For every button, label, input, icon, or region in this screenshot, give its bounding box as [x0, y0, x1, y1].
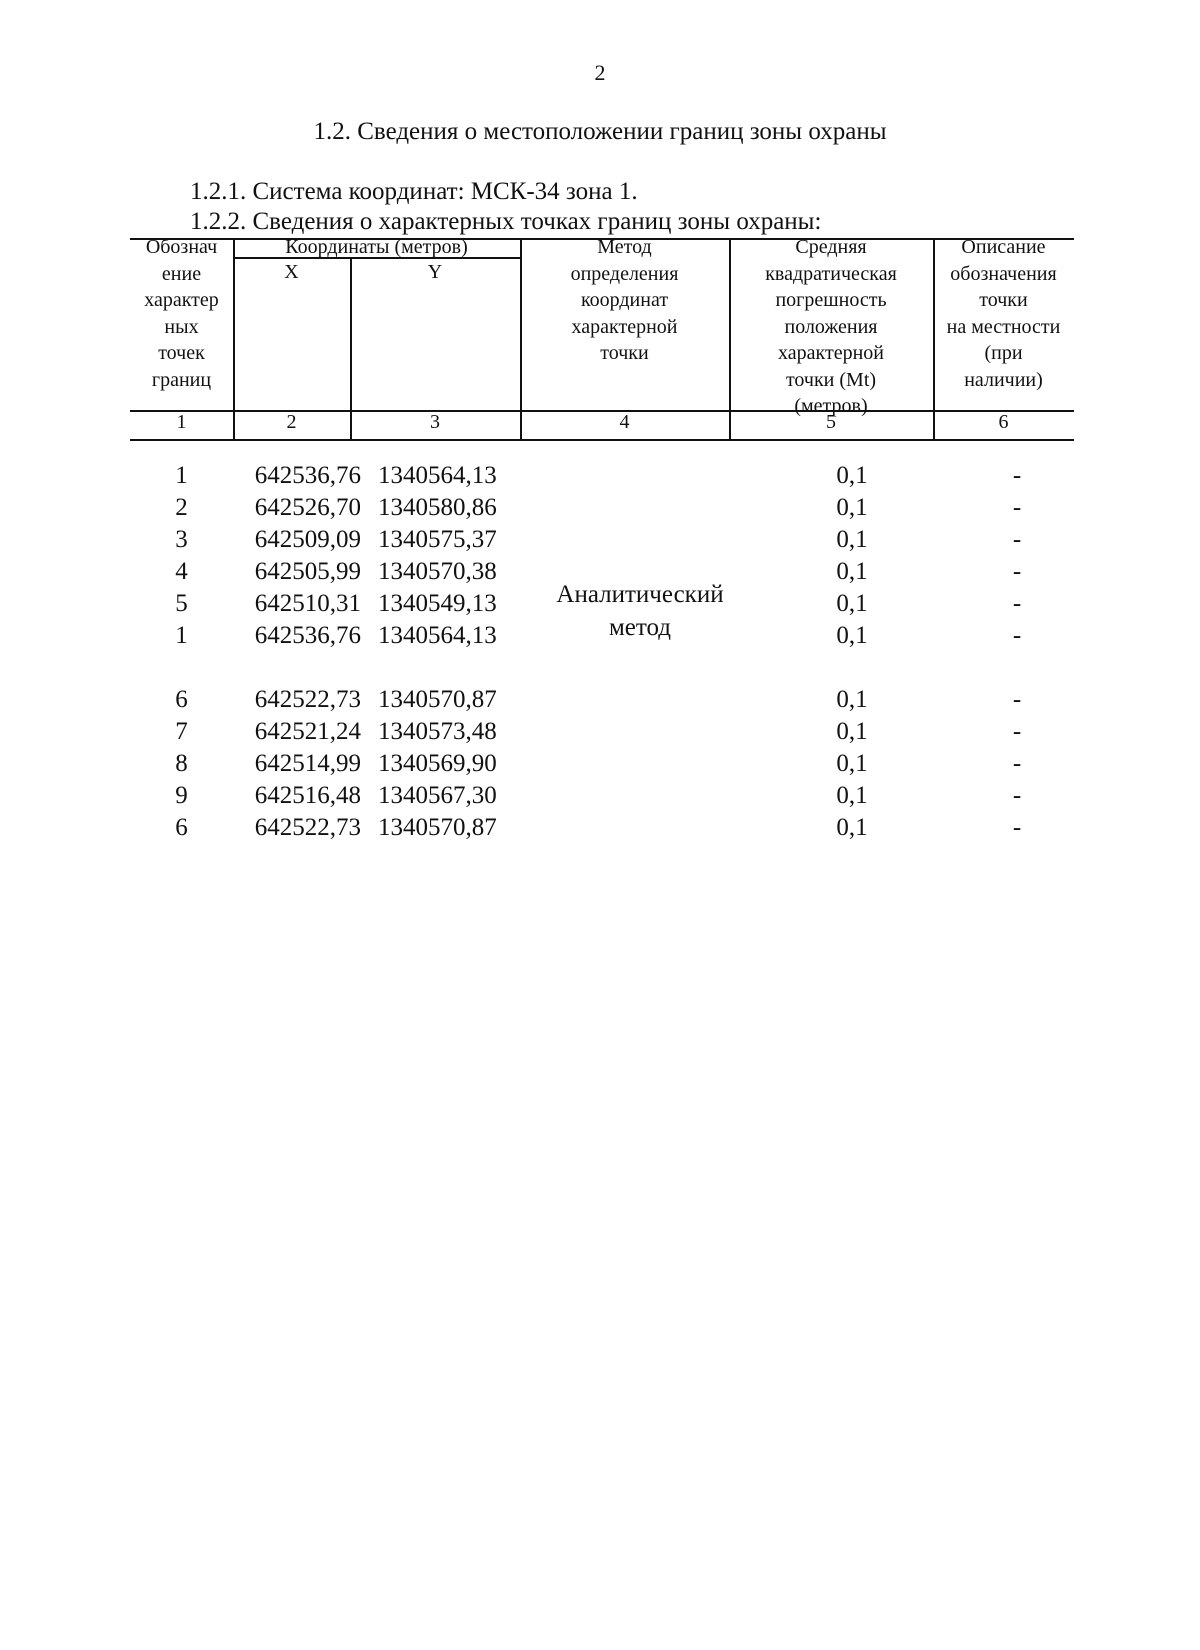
header-error: Средняя квадратическая погрешность положения характерной точки (Mt) (метров)	[765, 236, 897, 417]
col-number-5: 5	[826, 411, 836, 433]
col-number-4: 4	[619, 411, 630, 433]
table-row: 3 642509,09 1340575,37 0,1 -	[175, 526, 1022, 553]
table-header	[130, 238, 1074, 461]
table-row: 2 642526,70 1340580,86 0,1 -	[175, 494, 1022, 521]
table-row: 1 642536,76 1340564,13 0,1 -	[175, 622, 1022, 649]
header-y: Y	[427, 261, 443, 283]
section-heading: 1.2. Сведения о местоположении границ зоны охраны	[313, 118, 887, 145]
table-row: 9 642516,48 1340567,30 0,1 -	[175, 782, 1022, 809]
method-cell: Аналитический метод	[556, 581, 724, 641]
header-method: Метод определения координат характерной точки	[570, 236, 679, 364]
header-coordinates: Координаты (метров)	[285, 236, 468, 258]
points-info-line: 1.2.2. Сведения о характерных точках границ зоны охраны:	[190, 208, 822, 235]
col-number-2: 2	[286, 411, 297, 433]
page-number: 2	[594, 60, 606, 85]
header-x: X	[284, 261, 299, 283]
header-description: Описание обозначения точки на местности (при наличии)	[946, 236, 1061, 391]
table-row: 6 642522,73 1340570,87 0,1 -	[175, 814, 1022, 841]
col-number-3: 3	[430, 411, 440, 433]
table-row: 8 642514,99 1340569,90 0,1 -	[175, 750, 1022, 777]
table-row: 7 642521,24 1340573,48 0,1 -	[175, 718, 1022, 745]
header-point-designation: Обознач ение характер ных точек границ	[144, 236, 219, 391]
table-row: 4 642505,99 1340570,38 0,1 -	[175, 558, 1022, 585]
table-row: 5 642510,31 1340549,13 0,1 -	[175, 590, 1022, 617]
col-number-1: 1	[176, 411, 187, 433]
col-number-6: 6	[998, 411, 1009, 433]
coordinate-system-line: 1.2.1. Система координат: МСК-34 зона 1.	[190, 178, 638, 205]
table-row: 1 642536,76 1340564,13 0,1 -	[175, 462, 1022, 489]
table-row: 6 642522,73 1340570,87 0,1 -	[175, 686, 1022, 713]
